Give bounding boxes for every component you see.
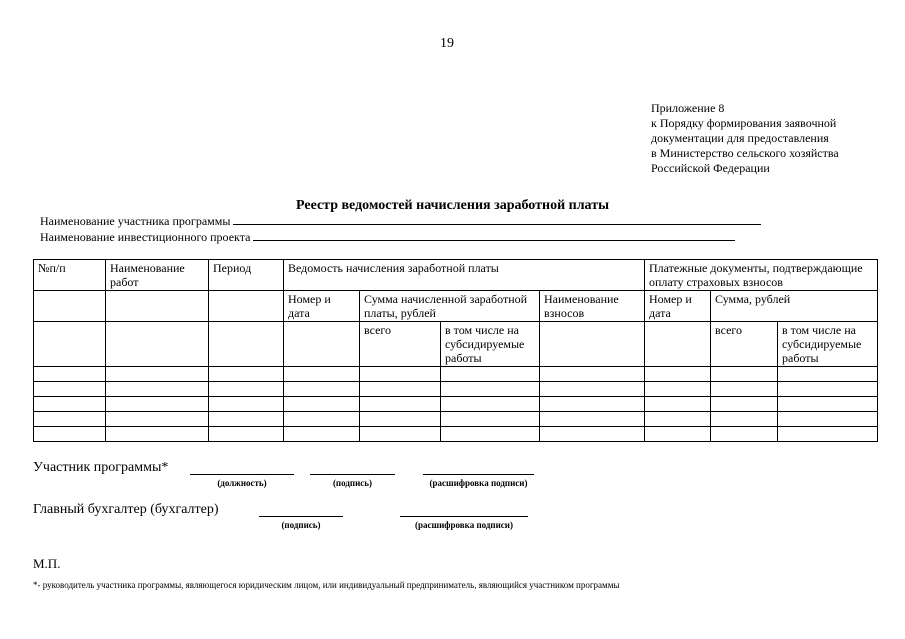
table-row (34, 412, 878, 427)
header-incl-subsidized: в том числе на субсидируемые работы (441, 322, 540, 367)
page-number: 19 (440, 36, 454, 51)
table-row (34, 397, 878, 412)
accountant-decoding-caption: (расшифровка подписи) (415, 520, 513, 530)
table-cell[interactable] (360, 397, 441, 412)
table-cell[interactable] (778, 397, 878, 412)
footnote: *- руководитель участника программы, являющегося юридическим лицом, или индивидуальный предприниматель, являющийся участником программы (33, 580, 620, 590)
table-cell[interactable] (34, 412, 106, 427)
blank-cell (284, 322, 360, 367)
appendix-line: в Министерство сельского хозяйства (651, 146, 839, 160)
accountant-decoding-line[interactable] (400, 516, 528, 517)
blank-cell (209, 322, 284, 367)
blank-cell (540, 322, 645, 367)
accountant-signature-line[interactable] (259, 516, 343, 517)
table-cell[interactable] (441, 397, 540, 412)
accountant-sign-label: Главный бухгалтер (бухгалтер) (33, 502, 219, 517)
header-number-date-2: Номер и дата (645, 291, 711, 322)
project-line[interactable] (253, 230, 735, 241)
table-cell[interactable] (34, 397, 106, 412)
participant-field (40, 214, 761, 229)
table-cell[interactable] (284, 382, 360, 397)
header-total-2: всего (711, 322, 778, 367)
table-cell[interactable] (645, 397, 711, 412)
table-cell[interactable] (711, 367, 778, 382)
table-cell[interactable] (360, 382, 441, 397)
table-cell[interactable] (711, 397, 778, 412)
table-cell[interactable] (540, 397, 645, 412)
blank-cell (209, 291, 284, 322)
table-cell[interactable] (34, 427, 106, 442)
table-cell[interactable] (441, 382, 540, 397)
table-cell[interactable] (645, 382, 711, 397)
header-sum-rub: Сумма, рублей (711, 291, 878, 322)
table-row (34, 382, 878, 397)
signature-line[interactable] (310, 474, 395, 475)
table-cell[interactable] (209, 367, 284, 382)
signature-caption: (подпись) (332, 478, 373, 488)
signature-decoding-caption: (расшифровка подписи) (429, 478, 528, 488)
header-period: Период (209, 260, 284, 291)
table-cell[interactable] (441, 367, 540, 382)
header-row (34, 260, 878, 291)
table-cell[interactable] (360, 412, 441, 427)
blank-cell (106, 291, 209, 322)
header-total: всего (360, 322, 441, 367)
header-incl-subsidized-2: в том числе на субсидируемые работы (778, 322, 878, 367)
table-cell[interactable] (209, 397, 284, 412)
table-cell[interactable] (711, 382, 778, 397)
table-cell[interactable] (441, 427, 540, 442)
position-caption: (должность) (217, 478, 267, 488)
table-cell[interactable] (645, 367, 711, 382)
table-cell[interactable] (284, 367, 360, 382)
table-cell[interactable] (360, 427, 441, 442)
register-table (33, 259, 878, 442)
participant-line[interactable] (233, 214, 761, 225)
table-cell[interactable] (34, 367, 106, 382)
document-title: Реестр ведомостей начисления заработной платы (295, 198, 610, 213)
table-cell[interactable] (645, 427, 711, 442)
table-cell[interactable] (778, 367, 878, 382)
table-cell[interactable] (209, 427, 284, 442)
blank-cell (645, 322, 711, 367)
table-cell[interactable] (284, 427, 360, 442)
table-cell[interactable] (106, 367, 209, 382)
blank-cell (34, 291, 106, 322)
header-contrib-name: Наименование взносов (540, 291, 645, 322)
table-cell[interactable] (106, 427, 209, 442)
project-label: Наименование инвестиционного проекта (40, 230, 251, 244)
table-cell[interactable] (778, 412, 878, 427)
table-body (34, 367, 878, 442)
participant-label: Наименование участника программы (40, 214, 231, 228)
appendix-line: Приложение 8 (651, 101, 725, 115)
table-cell[interactable] (106, 397, 209, 412)
header-num: №п/п (34, 260, 106, 291)
header-payments: Платежные документы, подтверждающие оплату страховых взносов (645, 260, 878, 291)
subheader-row (34, 291, 878, 322)
position-line[interactable] (190, 474, 294, 475)
header-number-date: Номер и дата (284, 291, 360, 322)
header-payroll: Ведомость начисления заработной платы (284, 260, 645, 291)
table-row (34, 427, 878, 442)
appendix-line: к Порядку формирования заявочной (651, 116, 837, 130)
table-cell[interactable] (540, 412, 645, 427)
signature-decoding-line[interactable] (423, 474, 534, 475)
header-accrued-sum: Сумма начисленной заработной платы, рублей (360, 291, 540, 322)
table-cell[interactable] (209, 412, 284, 427)
table-cell[interactable] (711, 412, 778, 427)
blank-cell (106, 322, 209, 367)
table-cell[interactable] (284, 397, 360, 412)
project-field (40, 230, 735, 245)
table-cell[interactable] (360, 367, 441, 382)
subheader-row-2 (34, 322, 878, 367)
appendix-line: документации для предоставления (651, 131, 829, 145)
participant-sign-label: Участник программы* (33, 460, 169, 475)
table-cell[interactable] (778, 427, 878, 442)
table-cell[interactable] (540, 382, 645, 397)
table-cell[interactable] (441, 412, 540, 427)
stamp-place: М.П. (33, 556, 61, 571)
table-cell[interactable] (540, 427, 645, 442)
table-cell[interactable] (540, 367, 645, 382)
appendix-line: Российской Федерации (651, 161, 770, 175)
appendix-note (651, 101, 839, 176)
table-row (34, 367, 878, 382)
table-cell[interactable] (34, 382, 106, 397)
accountant-signature-caption: (подпись) (281, 520, 321, 530)
table-cell[interactable] (209, 382, 284, 397)
table-cell[interactable] (778, 382, 878, 397)
table-cell[interactable] (711, 427, 778, 442)
header-works: Наименование работ (106, 260, 209, 291)
table-cell[interactable] (106, 382, 209, 397)
blank-cell (34, 322, 106, 367)
table-cell[interactable] (284, 412, 360, 427)
table-cell[interactable] (645, 412, 711, 427)
table-cell[interactable] (106, 412, 209, 427)
